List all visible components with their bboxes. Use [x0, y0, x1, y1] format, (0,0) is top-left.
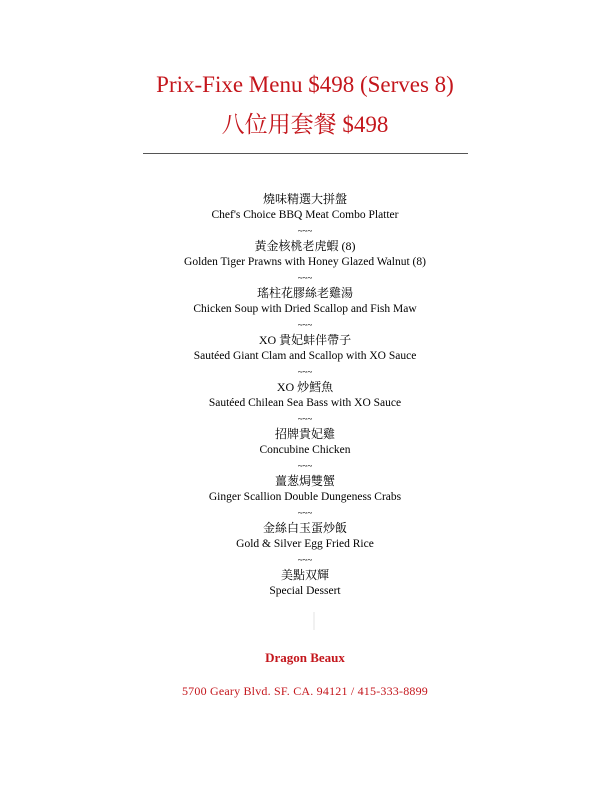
menu-item — [0, 192, 610, 239]
dish-name-chinese: 燒味精選大拼盤 — [262, 192, 347, 206]
dish-separator: ~~~ — [297, 273, 313, 283]
menu-item — [0, 521, 610, 568]
menu-item — [0, 286, 610, 333]
dish-name-english: Ginger Scallion Double Dungeness Crabs — [208, 491, 402, 503]
dish-name-chinese: 金絲白玉蛋炒飯 — [262, 521, 347, 535]
dish-name-chinese: XO 貴妃蚌伴帶子 — [258, 333, 352, 347]
dish-separator: ~~~ — [297, 367, 313, 377]
menu-item — [0, 239, 610, 286]
dish-separator: ~~~ — [297, 461, 313, 471]
menu-item — [0, 380, 610, 427]
dish-separator: ~~~ — [297, 414, 313, 424]
dish-separator: ~~~ — [297, 555, 313, 565]
dish-name-chinese: 薑葱焗雙蟹 — [274, 474, 335, 488]
header-divider — [143, 153, 468, 154]
faint-watermark-mark — [313, 612, 315, 630]
dish-name-english: Sautéed Chilean Sea Bass with XO Sauce — [208, 397, 402, 409]
dish-name-english: Special Dessert — [269, 585, 341, 597]
menu-item — [0, 427, 610, 474]
dish-name-chinese: 瑤柱花膠絲老雞湯 — [256, 286, 353, 300]
restaurant-name: Dragon Beaux — [265, 650, 345, 665]
dish-name-english: Gold & Silver Egg Fried Rice — [236, 538, 374, 550]
menu-item — [0, 474, 610, 521]
dish-name-english: Chef's Choice BBQ Meat Combo Platter — [211, 209, 399, 221]
dish-name-english: Chicken Soup with Dried Scallop and Fish Maw — [193, 303, 417, 315]
dish-name-chinese: 黃金核桃老虎蝦 (8) — [254, 239, 356, 253]
menu-item — [0, 333, 610, 380]
menu-item — [0, 568, 610, 615]
page-title-english: Prix-Fixe Menu $498 (Serves 8) — [156, 72, 454, 97]
restaurant-address: 5700 Geary Blvd. SF. CA. 94121 / 415-333-8899 — [181, 684, 429, 698]
menu-list — [0, 192, 610, 615]
dish-name-english: Golden Tiger Prawns with Honey Glazed Walnut (8) — [184, 256, 426, 268]
dish-name-english: Concubine Chicken — [259, 444, 351, 456]
page-title-chinese: 八位用套餐 $498 — [221, 112, 389, 137]
dish-separator: ~~~ — [297, 226, 313, 236]
dish-separator: ~~~ — [297, 320, 313, 330]
dish-name-chinese: XO 炒鱈魚 — [276, 380, 334, 394]
dish-name-chinese: 美點双輝 — [280, 568, 329, 582]
dish-separator: ~~~ — [297, 508, 313, 518]
dish-name-english: Sautéed Giant Clam and Scallop with XO Sauce — [193, 350, 417, 362]
dish-name-chinese: 招牌貴妃雞 — [274, 427, 335, 441]
